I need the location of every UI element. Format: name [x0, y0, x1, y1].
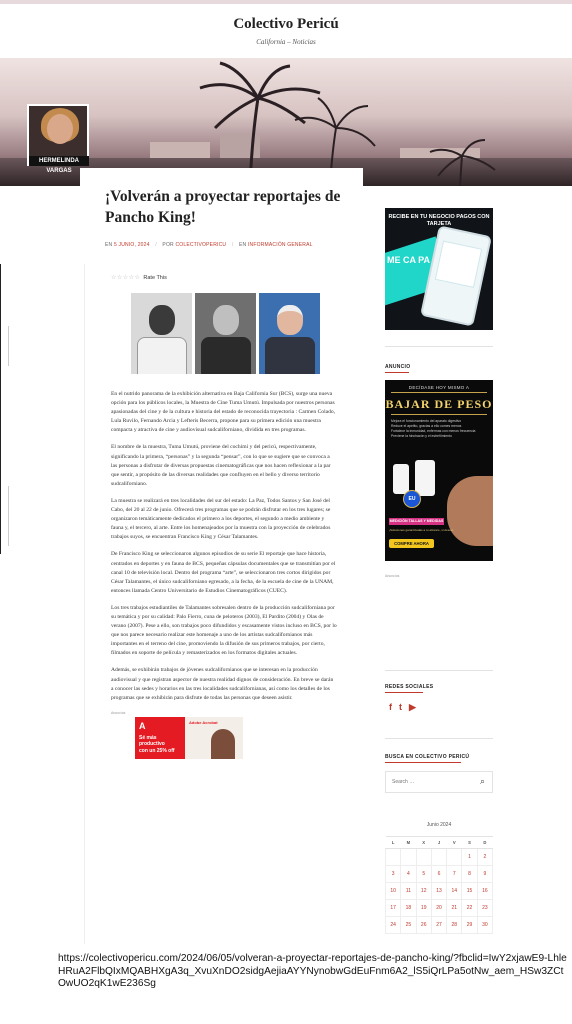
- article-body: [84, 264, 363, 944]
- weight-loss-ad-top: DECÍDASE HOY MISMO A: [408, 385, 470, 390]
- eu-badge-icon: EU: [403, 490, 421, 508]
- calendar-day: [416, 849, 431, 866]
- article-text: [111, 390, 337, 703]
- meta-category-prefix: EN: [239, 242, 247, 248]
- calendar-day[interactable]: 27: [431, 917, 446, 934]
- calendar-day: [431, 849, 446, 866]
- ad-pink-banner: MEDICIÓN TALLAS Y MEDIDAS: [389, 519, 444, 523]
- calendar-day[interactable]: 13: [431, 883, 446, 900]
- calendar-day[interactable]: 26: [416, 917, 431, 934]
- article-photo-collage: [131, 293, 363, 374]
- calendar-day[interactable]: 7: [447, 866, 462, 883]
- divider-line: [0, 264, 1, 554]
- calendar-widget: [385, 822, 493, 934]
- left-rail: [0, 186, 80, 906]
- calendar-day[interactable]: 1: [462, 849, 477, 866]
- site-tagline: California – Noticias: [256, 38, 316, 46]
- acrobat-ad-right: [185, 717, 243, 759]
- article-paragraph: La muestra se realizará en tres localidades del sur del estado: La Paz, Todos Santos y San José del Cabo, del 20 al 22 de junio. Ofrecerá tres programas que se podrán disfrutar en los tres lugares; se organizaron temáticamente dedicados el primero a los deportes, el segundo a medio ambiente y fauna y, el tercero, al arte. Entre los homenajeados por la muestra con la proyección de celebrados trabajos suyos, se encuentran Francisco King y César Talamantes.: [111, 497, 331, 541]
- calendar-table: [385, 836, 493, 934]
- calendar-day[interactable]: 6: [431, 866, 446, 883]
- sidebar: [372, 186, 572, 946]
- rating-stars[interactable]: ☆☆☆☆☆: [111, 275, 141, 281]
- calendar-week: [386, 883, 493, 900]
- article-paragraph: De Francisco King se seleccionaron algunos episodios de su serie El reportaje que hace historia, centrados en deportes y en fauna de BCS, pequeñas cápsulas documentales que se transmitían por el canal 10 de televisión local. Dentro del programa “arte”, se seleccionaron tres cortos dirigidos por César Talamantes, el único sudcaliforniano egresado, a la fecha, de la escuela de cine de la UNAM, entonces llamada Centro Universitario de Estudios Cinematográficos (CUEC).: [111, 551, 336, 594]
- calendar-day: [447, 849, 462, 866]
- calendar-weekday: J: [431, 837, 446, 849]
- article-title[interactable]: ¡Volverán a proyectar reportajes de Pancho King!: [105, 188, 341, 226]
- site-header: [0, 4, 572, 58]
- calendar-weekday: X: [416, 837, 431, 849]
- calendar-day[interactable]: 12: [416, 883, 431, 900]
- twitter-icon[interactable]: t: [399, 702, 402, 712]
- calendar-day[interactable]: 5: [416, 866, 431, 883]
- calendar-weekday: M: [401, 837, 416, 849]
- widget-title-underline: [385, 762, 461, 763]
- terminal-screen: [435, 241, 482, 288]
- widget-title-search: BUSCA EN COLECTIVO PERICÚ: [385, 754, 470, 760]
- calendar-day[interactable]: 16: [477, 883, 492, 900]
- meta-category[interactable]: INFORMACIÓN GENERAL: [247, 242, 313, 248]
- photo-head: [149, 305, 175, 335]
- ad-person-image: [211, 729, 235, 759]
- calendar-title: Junio 2024: [426, 822, 452, 828]
- calendar-day[interactable]: 17: [386, 900, 401, 917]
- widget-title-underline: [385, 692, 423, 693]
- calendar-day[interactable]: 8: [462, 866, 477, 883]
- widget-title-social: REDES SOCIALES: [385, 684, 434, 690]
- calendar-day[interactable]: 30: [477, 917, 492, 934]
- ad-model-image: [447, 476, 493, 546]
- ad-rule: [391, 414, 487, 415]
- rating-label[interactable]: Rate This: [143, 274, 167, 281]
- acrobat-ad-line1: Sé más productivo: [139, 734, 165, 747]
- calendar-day[interactable]: 2: [477, 849, 492, 866]
- calendar-day[interactable]: 15: [462, 883, 477, 900]
- article-paragraph: Además, se exhibirán trabajos de jóvenes sudcalifornianos que se interesan en la producción audiovisual y que registran aspector de nuestra realidad dignos de consideración. En breve se darán a conocer las sedes y horarios en las tres localidades sudcalifornianas, así como los detalles de los programas que se exhibirán para disfrute de todas las personas que deseen asistir.: [111, 667, 334, 701]
- calendar-day[interactable]: 19: [416, 900, 431, 917]
- social-links: [389, 702, 416, 713]
- ad-bullet: Previene la hinchazón y el estreñimiento: [391, 434, 452, 438]
- meta-date-prefix: EN: [105, 242, 113, 248]
- widget-title-anuncio: ANUNCIO: [385, 364, 411, 370]
- ad-ribbon-text: ME CA PA: [387, 255, 431, 265]
- widget-divider: [385, 738, 493, 739]
- site-title[interactable]: Colectivo Pericú: [233, 16, 339, 32]
- calendar-day[interactable]: 11: [401, 883, 416, 900]
- meta-author-prefix: POR: [162, 242, 174, 248]
- rail-mark: [8, 326, 9, 366]
- calendar-day[interactable]: 20: [431, 900, 446, 917]
- ad-label: Anuncios: [385, 574, 400, 578]
- weight-loss-ad-bullets: [385, 419, 493, 439]
- ad-fine-print: ¡Soluciones garantizadas a tu alcance, si desea!: [389, 528, 454, 532]
- calendar-day[interactable]: 29: [462, 917, 477, 934]
- photo-man-glasses: [195, 293, 256, 374]
- article-header: [80, 168, 363, 264]
- avatar-face: [47, 114, 73, 144]
- article-paragraph: En el nutrido panorama de la exhibición alternativa en Baja California Sur (BCS), surge una nueva opción para los públicos locales, la Muestra de Cine Tuma Umutú. Impulsada por nuestros personas apasionadas del cine y de la cultura e historia del estado de reconocida trayectoria : Carmen Colado, Lula Ruvilo, Fernando Arcia y Lefteris Becerra, propone para su primera edición una muestra compacta y atractiva de cine y audiovisual sudcaliforniano, dividida en tres programas.: [111, 391, 336, 434]
- calendar-day[interactable]: 24: [386, 917, 401, 934]
- calendar-day[interactable]: 14: [447, 883, 462, 900]
- calendar-day[interactable]: 4: [401, 866, 416, 883]
- palm-tree-graphic: [180, 58, 380, 186]
- calendar-week: [386, 917, 493, 934]
- adobe-logo-icon: A: [139, 720, 146, 731]
- meta-date[interactable]: 5 JUNIO, 2024: [113, 242, 150, 248]
- calendar-day[interactable]: 22: [462, 900, 477, 917]
- calendar-weekday: L: [386, 837, 401, 849]
- calendar-week: [386, 849, 493, 866]
- photo-head: [213, 305, 239, 335]
- calendar-week: [386, 900, 493, 917]
- palm-tree-graphic: [400, 128, 520, 186]
- ad-rule: [391, 392, 487, 393]
- rating-widget[interactable]: [111, 274, 363, 281]
- article-paragraph: Los tres trabajos estudiantiles de Talamantes sobresalen dentro de la producción sudcaliforniana por su temática y por su calidad: Palo Fierro, cuna de peloteros (2003), El Pardito (2004) y Olas de verano (2007). Pese a ello, son trabajos poco difundidos y escasamente vistos incluso en BCS, por lo que nos parece necesario realizar este homenaje a uno de los artistas sudcalifornianos más importantes en el terreno del cine, promoviendo la difusión de sus primeros trabajos, por cierto, filmados en soporte de película y remasterizados en los formatos digitales actuales.: [111, 604, 337, 657]
- search-input[interactable]: [392, 773, 473, 791]
- author-avatar-label: HERMELINDA VARGAS: [29, 156, 89, 166]
- ad-bullet: Mejora el funcionamiento del aparato digestivo: [391, 419, 462, 423]
- meta-author[interactable]: COLECTIVOPERICU: [175, 242, 227, 248]
- article-paragraph: El nombre de la muestra, Tuma Umutú, proviene del cochimí y del pericú, respectivamente, significando la primera, “personas” y la segunda “pensar”, con lo que se sugiere que se convoca a las personas a disfrutar de diversas propuestas cinematográficas que nos hacen reflexionar a la par que sentir, a propósito de las diversas realidades que confluyen en el bello y diverso territorio sudcaliforniano.: [111, 444, 331, 487]
- calendar-day[interactable]: 25: [401, 917, 416, 934]
- calendar-weekday: V: [447, 837, 462, 849]
- card-payment-ad[interactable]: [385, 208, 493, 330]
- search-form: [385, 771, 493, 793]
- meta-separator: /: [231, 242, 234, 248]
- calendar-header-row: [386, 837, 493, 849]
- calendar-day[interactable]: 10: [386, 883, 401, 900]
- acrobat-ad-banner[interactable]: [135, 717, 243, 759]
- widget-divider: [385, 346, 493, 347]
- page-url-caption: https://colectivopericu.com/2024/06/05/volveran-a-proyectar-reportajes-de-pancho-king/?fbclid=IwY2xjawE9-LhleHRuA2FlbQIxMQABHXgA3q_XvuXnDO2sidgAejiaAYYNynobwGdEuFnm6A2_lS5iQrLPa5otNw_aem_HSw3ZCtOwUO2qK1wE236Sg: [58, 953, 567, 990]
- weight-loss-ad-title: BAJAR DE PESO: [385, 397, 493, 411]
- facebook-icon[interactable]: f: [389, 702, 392, 712]
- rail-mark: [8, 486, 9, 546]
- buy-now-button[interactable]: COMPRE AHORA: [389, 539, 434, 548]
- acrobat-ad-left: [135, 717, 185, 759]
- calendar-day[interactable]: 3: [386, 866, 401, 883]
- ad-bullet: Reduce el apetito, gracias a ello comes menos: [391, 424, 462, 428]
- calendar-day[interactable]: 23: [477, 900, 492, 917]
- photo-man-microphone: [131, 293, 192, 374]
- meta-separator: /: [155, 242, 157, 248]
- calendar-day: [401, 849, 416, 866]
- ad-label: Anuncios: [111, 710, 126, 715]
- calendar-day[interactable]: 21: [447, 900, 462, 917]
- card-payment-ad-headline: RECIBE EN TU NEGOCIO PAGOS CON TARJETA: [388, 214, 490, 227]
- product-bottle-image: [415, 460, 435, 496]
- search-icon[interactable]: ⌕: [480, 777, 486, 787]
- calendar-day: [386, 849, 401, 866]
- calendar-day[interactable]: 28: [447, 917, 462, 934]
- calendar-day[interactable]: 9: [477, 866, 492, 883]
- widget-title-underline: [385, 372, 409, 373]
- youtube-icon[interactable]: ▶: [409, 702, 416, 712]
- widget-divider: [385, 670, 493, 671]
- calendar-day[interactable]: 18: [401, 900, 416, 917]
- calendar-weekday: S: [462, 837, 477, 849]
- photo-head: [277, 305, 303, 335]
- article-meta: [105, 242, 363, 248]
- photo-man-suit: [259, 293, 320, 374]
- product-bottle-image: [393, 464, 409, 494]
- calendar-weekday: D: [477, 837, 492, 849]
- acrobat-ad-brand: Adobe Acrobat: [189, 719, 218, 725]
- calendar-week: [386, 866, 493, 883]
- calendar-body: [386, 849, 493, 934]
- ad-bullet: Fortalece la inmunidad, enfermas con menos frecuencia: [391, 429, 476, 433]
- photo-torso: [137, 337, 187, 374]
- photo-torso: [201, 337, 251, 374]
- photo-torso: [265, 337, 315, 374]
- weight-loss-ad[interactable]: [385, 380, 493, 561]
- acrobat-ad-line2: con un 25% off: [139, 747, 175, 754]
